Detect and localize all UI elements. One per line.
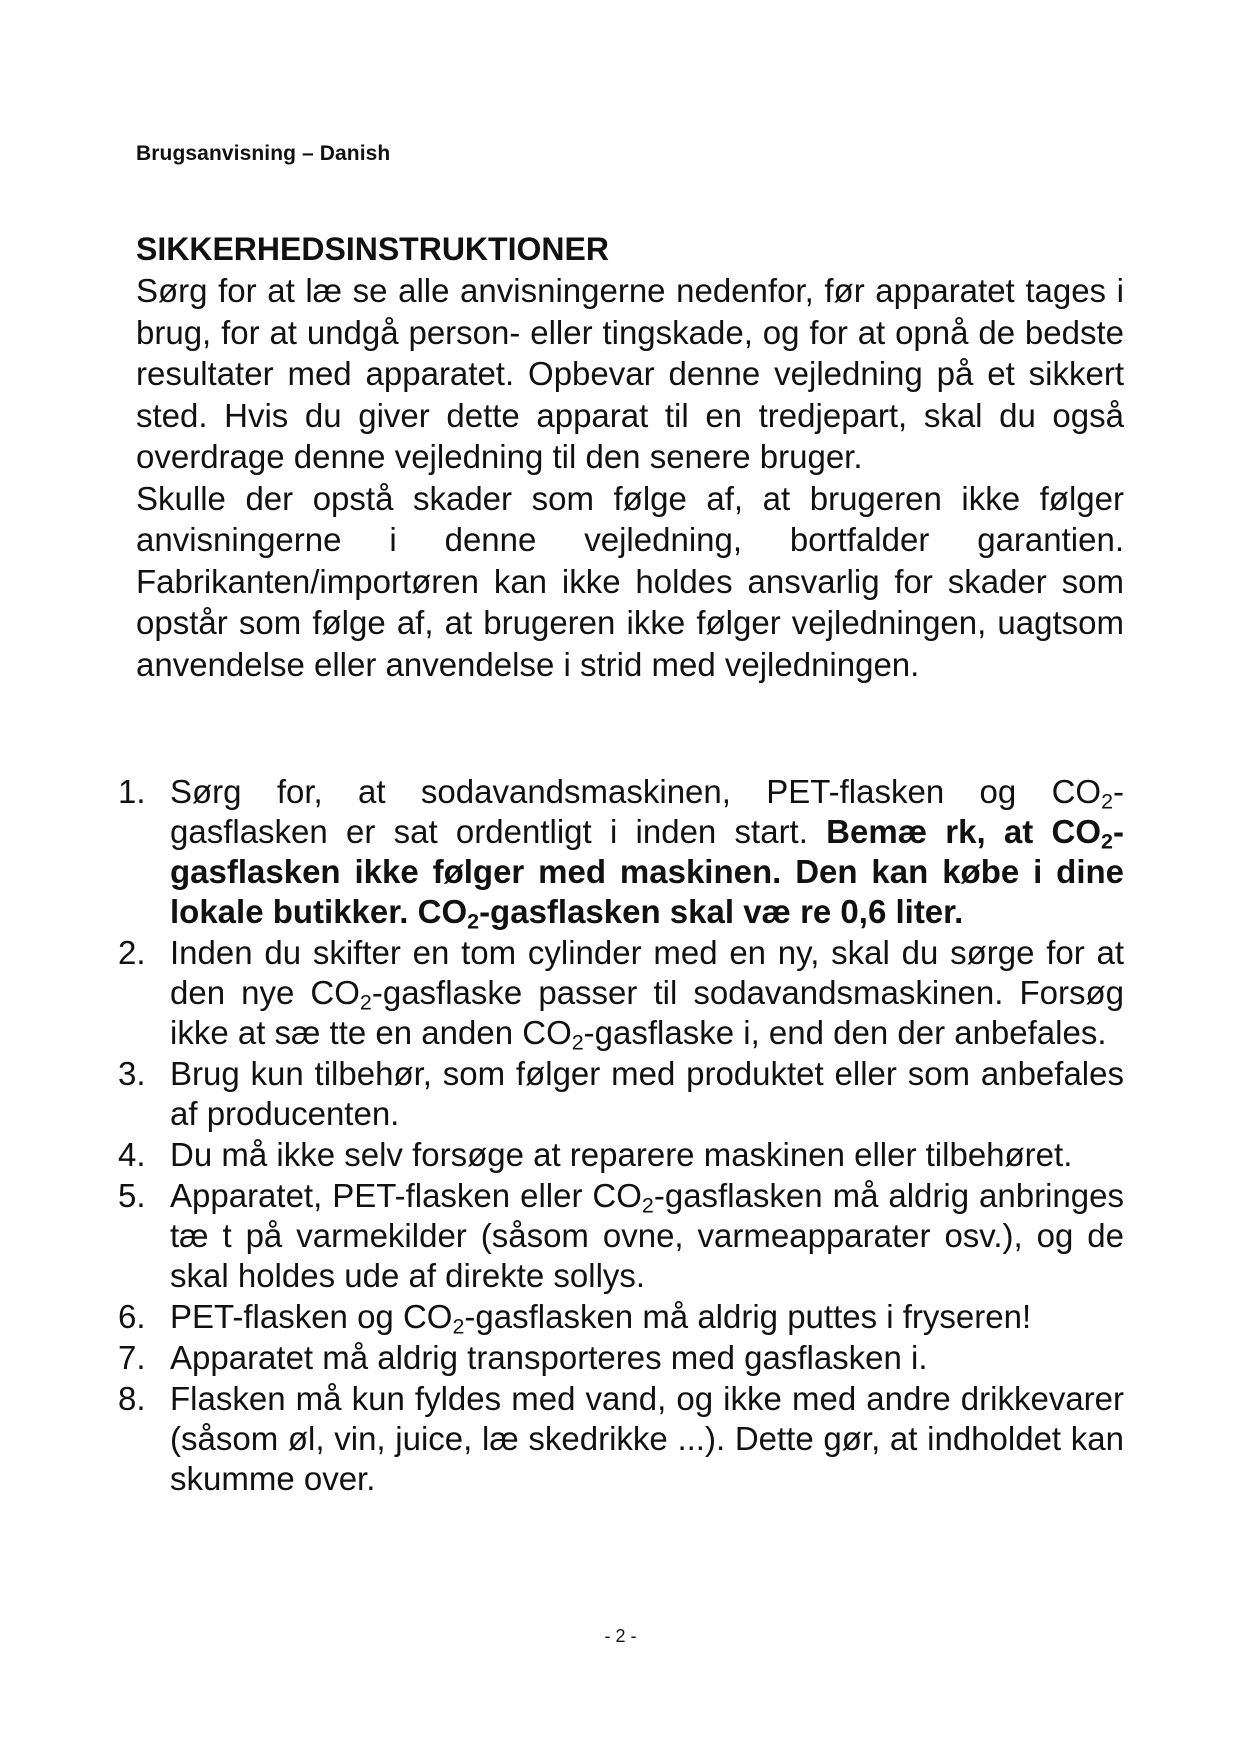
intro-paragraph-1: Sørg for at læ se alle anvisningerne nedenfor, før apparatet tages i brug, for at undgå person- eller tingskade, og for at opnå de bedste resultater med apparatet. Opbevar denne vejledning på et sikkert sted. Hvis du giver dette apparat til en tredjepart, skal du også overdrage denne vejledning til den senere bruger. [136, 272, 1124, 475]
item-number: 8. [118, 1380, 146, 1417]
list-item: 7. Apparatet må aldrig transporteres med gasflasken i. [118, 1339, 928, 1376]
item-number: 2. [118, 934, 146, 971]
list-item: 3. Brug kun tilbehør, som følger med produktet eller som anbefales af producenten. [118, 1055, 1124, 1132]
list-item: 5. Apparatet, PET-flasken eller $CO_2$-gasflasken må aldrig anbringes tæ t på varmekilder (såsom ovne, varmeapparater osv.), og de skal holdes ude af direkte sollys. [118, 1177, 1124, 1294]
item-number: 1. [118, 773, 146, 810]
list-item: 8. Flasken må kun fyldes med vand, og ikke med andre drikkevarer (såsom øl, vin, juice, læ skedrikke ...). Dette gør, at indholdet kan skumme over. [118, 1380, 1124, 1497]
item-number: 3. [118, 1055, 146, 1092]
item-number: 4. [118, 1136, 146, 1173]
list-item: 2. Inden du skifter en tom cylinder med en ny, skal du sørge for at den nye $CO_2$-gasflaske passer til sodavandsmaskinen. Forsøg ikke at sæ tte en anden $CO_2$-gasflaske i, end den der anbefales. [118, 934, 1124, 1055]
item-number: 6. [118, 1298, 146, 1335]
list-item: 1. Sørg for, at sodavandsmaskinen, PET-flasken og $CO_2$-gasflasken er sat ordentligt i inden start. Bemæ rk, at $CO_2$-gasflasken ikke følger med maskinen. Den kan købe i dine lokale butikker. $CO_2$-gasflasken skal væ re 0,6 liter. [118, 773, 1124, 934]
list-item: 6. PET-flasken og $CO_2$-gasflasken må aldrig puttes i fryseren! [118, 1298, 1032, 1339]
page-number: - 2 - [604, 1626, 637, 1646]
intro-text [136, 270, 1124, 685]
item-number: 7. [118, 1339, 146, 1376]
safety-instructions-list [118, 772, 1124, 1500]
intro-paragraph-2: Skulle der opstå skader som følge af, at brugeren ikke følger anvisningerne i denne vejledning, bortfalder garantien. Fabrikanten/importøren kan ikke holdes ansvarlig for skader som opstår som følge af, at brugeren ikke følger vejledningen, uagtsom anvendelse eller anvendelse i strid med vejledningen. [136, 479, 1124, 683]
item-number: 5. [118, 1177, 146, 1214]
warning-text: Bemæ rk, at $CO_2$-gasflasken ikke følger med maskinen. Den kan købe i dine lokale butikker. $CO_2$-gasflasken skal væ re 0,6 liter. [170, 813, 1124, 934]
list-item: 4. Du må ikke selv forsøge at reparere maskinen eller tilbehøret. [118, 1136, 1073, 1173]
page-header: Brugsanvisning – Danish [136, 142, 391, 165]
section-title: SIKKERHEDSINSTRUKTIONER [136, 231, 609, 267]
